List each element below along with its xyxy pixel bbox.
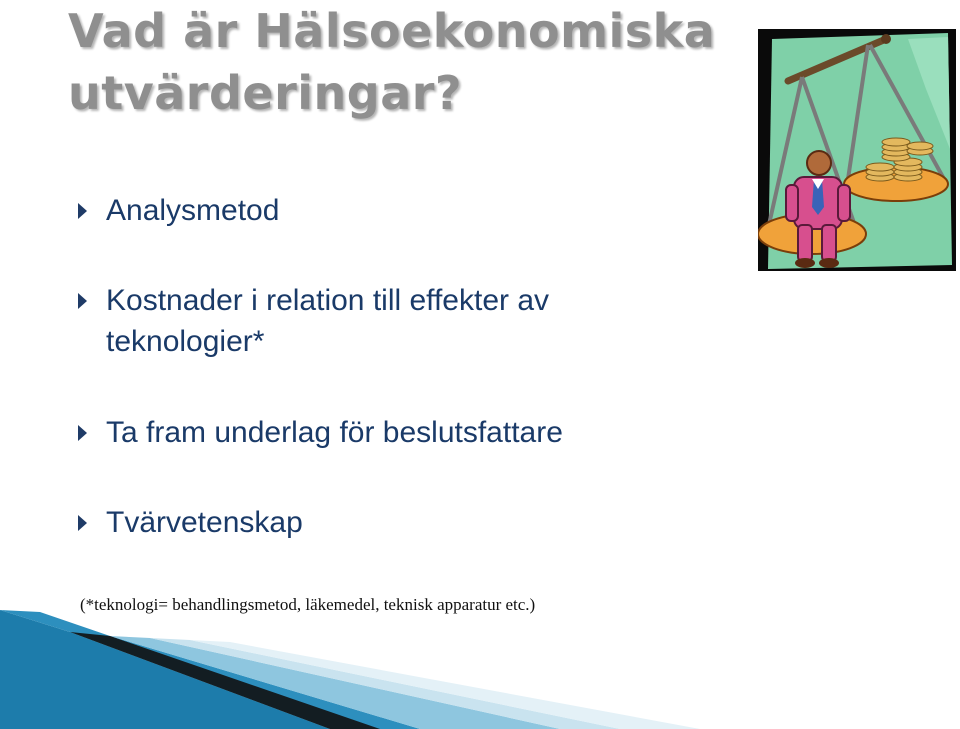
slide-title [68,0,748,124]
bullet-text-line1: Kostnader i relation till effekter av [106,284,550,317]
triangle-bullet-icon [78,280,106,309]
triangle-bullet-icon [78,190,106,219]
balance-scale-clipart-icon [758,29,956,271]
bullet-item [78,190,718,231]
bullet-text [106,280,549,362]
slide-title-line1: Vad är Hälsoekonomiska [68,4,716,58]
bullet-text-line2: teknologier* [106,325,265,358]
bullet-text: Ta fram underlag för beslutsfattare [106,416,563,449]
bullet-text: Analysmetod [106,194,280,227]
bullet-item [78,412,718,453]
triangle-bullet-icon [78,412,106,441]
footnote: (*teknologi= behandlingsmetod, läkemedel, teknisk apparatur etc.) [80,595,536,614]
slide-title-line2: utvärderingar? [68,66,463,120]
decorative-wave-bands [0,600,960,729]
triangle-bullet-icon [78,502,106,531]
bullet-item [78,280,718,362]
bullet-item [78,502,718,543]
bullet-text: Tvärvetenskap [106,506,303,539]
